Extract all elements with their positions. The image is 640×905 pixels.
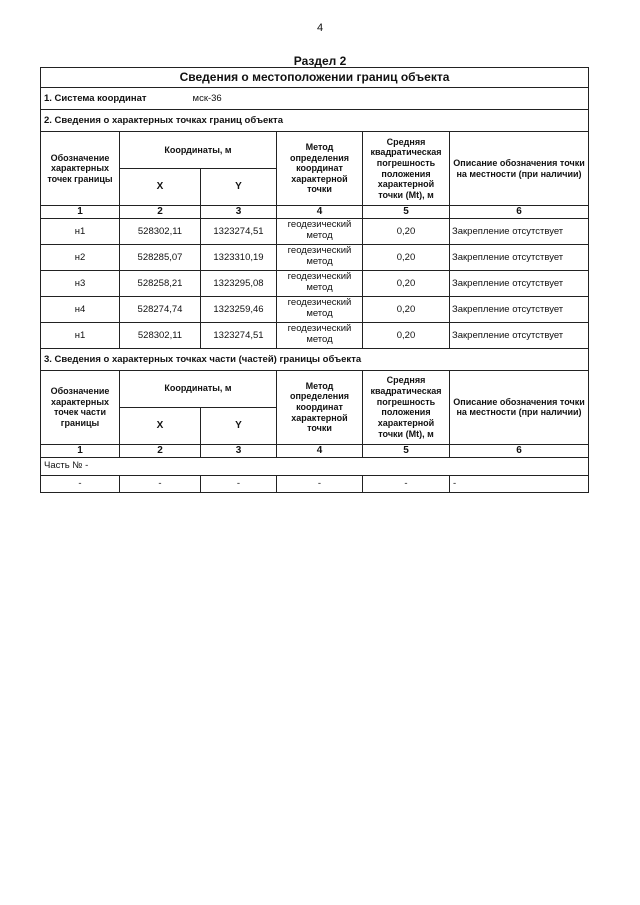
dash-cell: - bbox=[363, 475, 450, 492]
column-number: 2 bbox=[120, 206, 201, 219]
column-number: 3 bbox=[201, 444, 277, 457]
point-name: н1 bbox=[41, 322, 120, 348]
boundaries-table bbox=[40, 67, 589, 493]
header-method: Метод определения координат характерной точки bbox=[277, 370, 363, 444]
header-coordinates: Координаты, м bbox=[120, 370, 277, 407]
header-x: X bbox=[120, 169, 201, 206]
column-number: 5 bbox=[363, 444, 450, 457]
accuracy: 0,20 bbox=[363, 244, 450, 270]
table-row bbox=[41, 270, 589, 296]
header-x: X bbox=[120, 407, 201, 444]
method: геодезический метод bbox=[277, 244, 363, 270]
coordinate-system-value: мск-36 bbox=[192, 92, 222, 104]
column-number: 1 bbox=[41, 206, 120, 219]
coord-x: 528302,11 bbox=[120, 322, 201, 348]
header-accuracy: Средняя квадратическая погрешность положения характерной точки (Mt), м bbox=[363, 132, 450, 206]
coord-y: 1323295,08 bbox=[201, 270, 277, 296]
column-number: 1 bbox=[41, 444, 120, 457]
page-number: 4 bbox=[316, 22, 324, 34]
coord-y: 1323310,19 bbox=[201, 244, 277, 270]
coord-y: 1323274,51 bbox=[201, 322, 277, 348]
header-y: Y bbox=[201, 407, 277, 444]
dash-cell: - bbox=[201, 475, 277, 492]
table-row bbox=[41, 244, 589, 270]
dash-cell: - bbox=[120, 475, 201, 492]
method: геодезический метод bbox=[277, 218, 363, 244]
dash-cell: - bbox=[277, 475, 363, 492]
part-number-label: Часть № - bbox=[41, 457, 589, 475]
description: Закрепление отсутствует bbox=[450, 218, 589, 244]
point-name: н3 bbox=[41, 270, 120, 296]
description: Закрепление отсутствует bbox=[450, 244, 589, 270]
header-designation: Обозначение характерных точек границы bbox=[41, 132, 120, 206]
point-name: н4 bbox=[41, 296, 120, 322]
accuracy: 0,20 bbox=[363, 218, 450, 244]
column-number: 3 bbox=[201, 206, 277, 219]
description: Закрепление отсутствует bbox=[450, 322, 589, 348]
section-title: Раздел 2 bbox=[293, 54, 347, 68]
method: геодезический метод bbox=[277, 270, 363, 296]
header-description: Описание обозначения точки на местности (при наличии) bbox=[450, 132, 589, 206]
point-name: н1 bbox=[41, 218, 120, 244]
column-numbers-row bbox=[41, 206, 589, 219]
coord-x: 528285,07 bbox=[120, 244, 201, 270]
point-name: н2 bbox=[41, 244, 120, 270]
table-row bbox=[41, 218, 589, 244]
method: геодезический метод bbox=[277, 322, 363, 348]
part2-title: 2. Сведения о характерных точках границ объекта bbox=[41, 110, 589, 132]
dash-cell: - bbox=[41, 475, 120, 492]
table-row bbox=[41, 296, 589, 322]
column-numbers-row bbox=[41, 444, 589, 457]
column-number: 4 bbox=[277, 444, 363, 457]
coordinate-system-label: 1. Система координат bbox=[44, 92, 147, 104]
header-accuracy: Средняя квадратическая погрешность положения характерной точки (Mt), м bbox=[363, 370, 450, 444]
description: Закрепление отсутствует bbox=[450, 270, 589, 296]
column-number: 6 bbox=[450, 206, 589, 219]
method: геодезический метод bbox=[277, 296, 363, 322]
column-number: 5 bbox=[363, 206, 450, 219]
header-coordinates: Координаты, м bbox=[120, 132, 277, 169]
part3-title: 3. Сведения о характерных точках части (частей) границы объекта bbox=[41, 348, 589, 370]
header-description: Описание обозначения точки на местности (при наличии) bbox=[450, 370, 589, 444]
coord-x: 528258,21 bbox=[120, 270, 201, 296]
column-number: 4 bbox=[277, 206, 363, 219]
document-frame bbox=[40, 67, 588, 493]
column-number: 6 bbox=[450, 444, 589, 457]
header-method: Метод определения координат характерной точки bbox=[277, 132, 363, 206]
header-y: Y bbox=[201, 169, 277, 206]
accuracy: 0,20 bbox=[363, 270, 450, 296]
coord-x: 528274,74 bbox=[120, 296, 201, 322]
coord-y: 1323259,46 bbox=[201, 296, 277, 322]
accuracy: 0,20 bbox=[363, 322, 450, 348]
dash-cell: - bbox=[450, 475, 589, 492]
table-row bbox=[41, 475, 589, 492]
coordinate-system-row bbox=[41, 88, 589, 110]
coord-x: 528302,11 bbox=[120, 218, 201, 244]
description: Закрепление отсутствует bbox=[450, 296, 589, 322]
table-row bbox=[41, 322, 589, 348]
accuracy: 0,20 bbox=[363, 296, 450, 322]
main-title: Сведения о местоположении границ объекта bbox=[41, 68, 589, 88]
column-number: 2 bbox=[120, 444, 201, 457]
coord-y: 1323274,51 bbox=[201, 218, 277, 244]
header-designation: Обозначение характерных точек части границы bbox=[41, 370, 120, 444]
